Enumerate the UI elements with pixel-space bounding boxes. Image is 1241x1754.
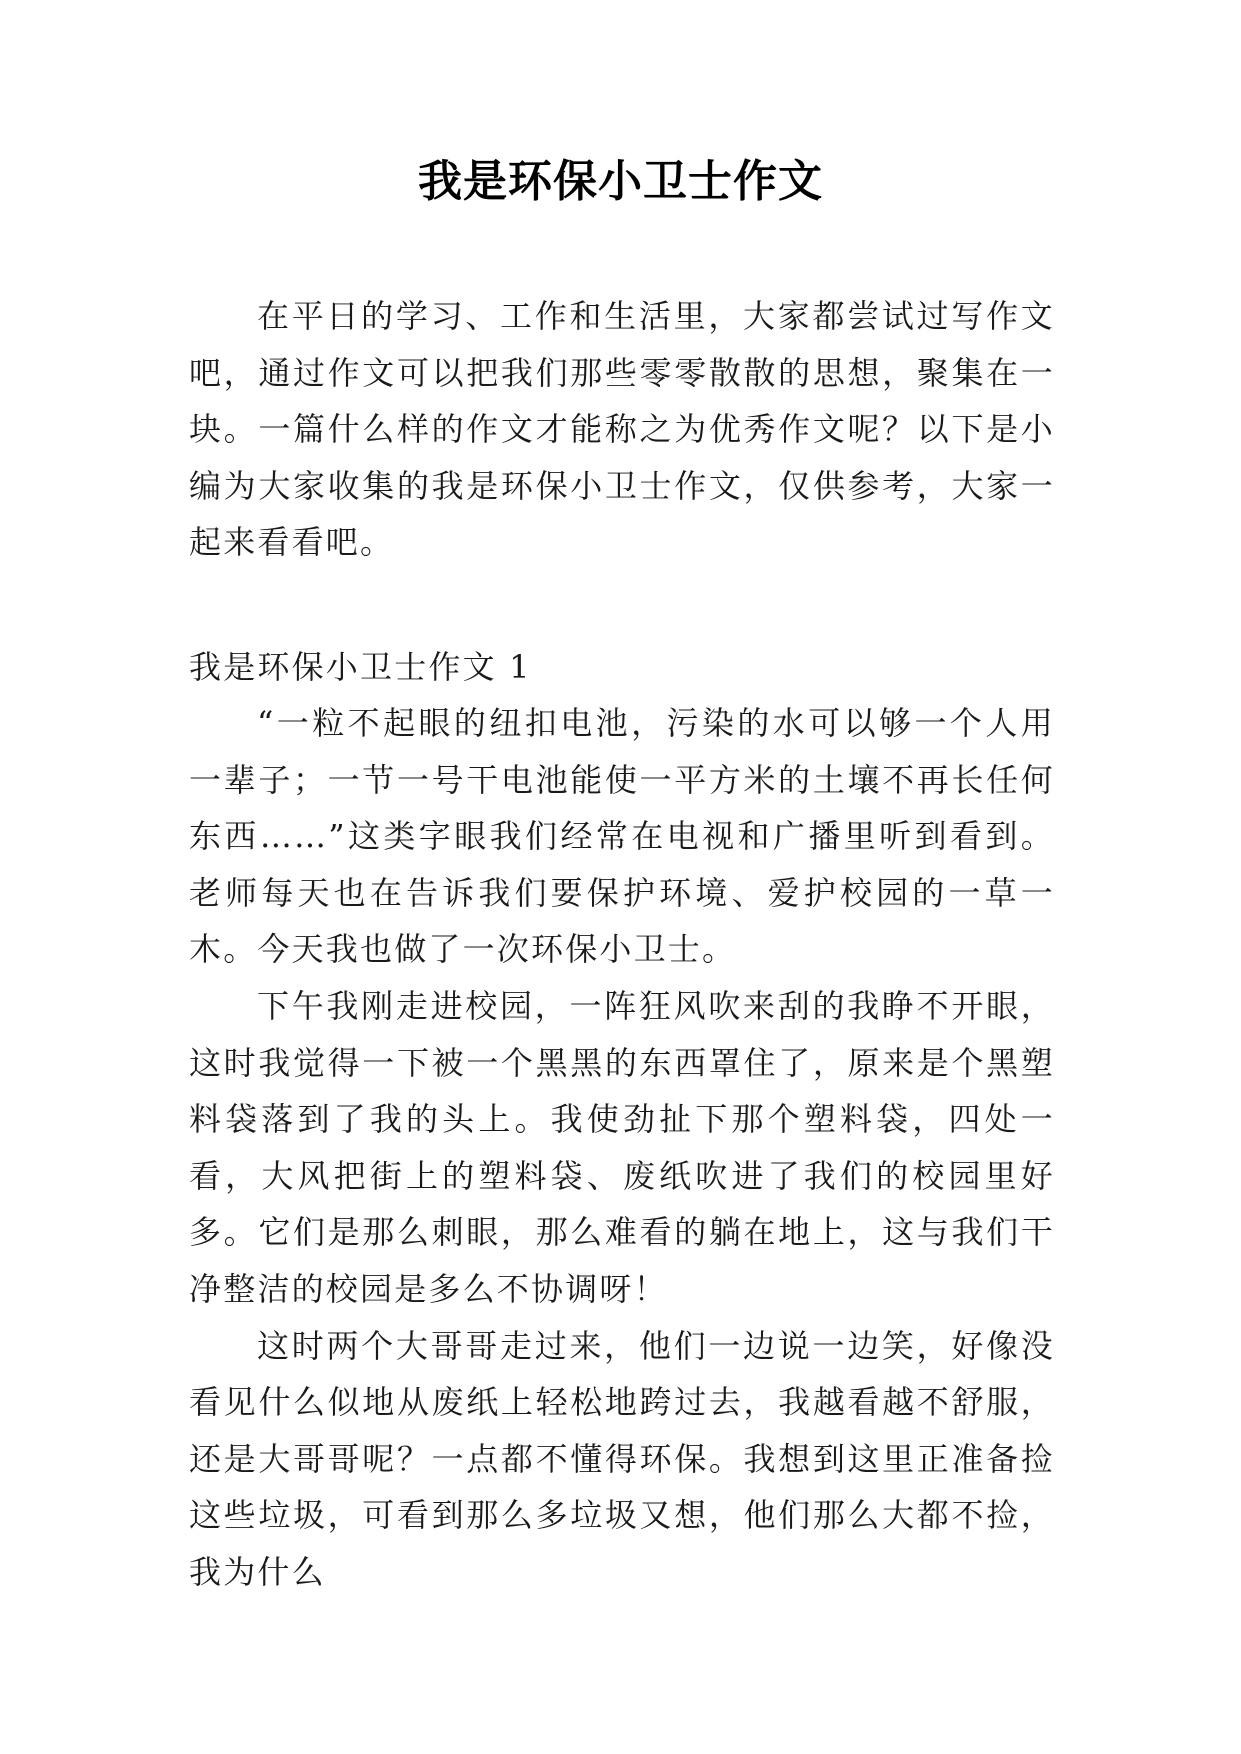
body-paragraph: 这时两个大哥哥走过来，他们一边说一边笑，好像没看见什么似地从废纸上轻松地跨过去，我越看越不舒服，还是大哥哥呢？一点都不懂得环保。我想到这里正准备捡这些垃圾，可看到那么多垃圾又想，他们那么大都不捡，我为什么 <box>189 1326 1055 1591</box>
section-heading: 我是环保小卫士作文 1 <box>189 647 532 686</box>
document-body <box>189 288 1055 1600</box>
intro-paragraph: 在平日的学习、工作和生活里，大家都尝试过写作文吧，通过作文可以把我们那些零零散散的思想，聚集在一块。一篇什么样的作文才能称之为优秀作文呢？以下是小编为大家收集的我是环保小卫士作文，仅供参考，大家一起来看看吧。 <box>189 297 1055 562</box>
body-paragraph: “一粒不起眼的纽扣电池，污染的水可以够一个人用一辈子；一节一号干电池能使一平方米的土壤不再长任何东西……”这类字眼我们经常在电视和广播里听到看到。老师每天也在告诉我们要保护环境、爱护校园的一草一木。今天我也做了一次环保小卫士。 <box>189 703 1055 969</box>
body-paragraph: 下午我刚走进校园，一阵狂风吹来刮的我睁不开眼，这时我觉得一下被一个黑黑的东西罩住了，原来是个黑塑料袋落到了我的头上。我使劲扯下那个塑料袋，四处一看，大风把街上的塑料袋、废纸吹进了我们的校园里好多。它们是那么刺眼，那么难看的躺在地上，这与我们干净整洁的校园是多么不协调呀！ <box>189 986 1055 1308</box>
document-title: 我是环保小卫士作文 <box>418 156 823 207</box>
